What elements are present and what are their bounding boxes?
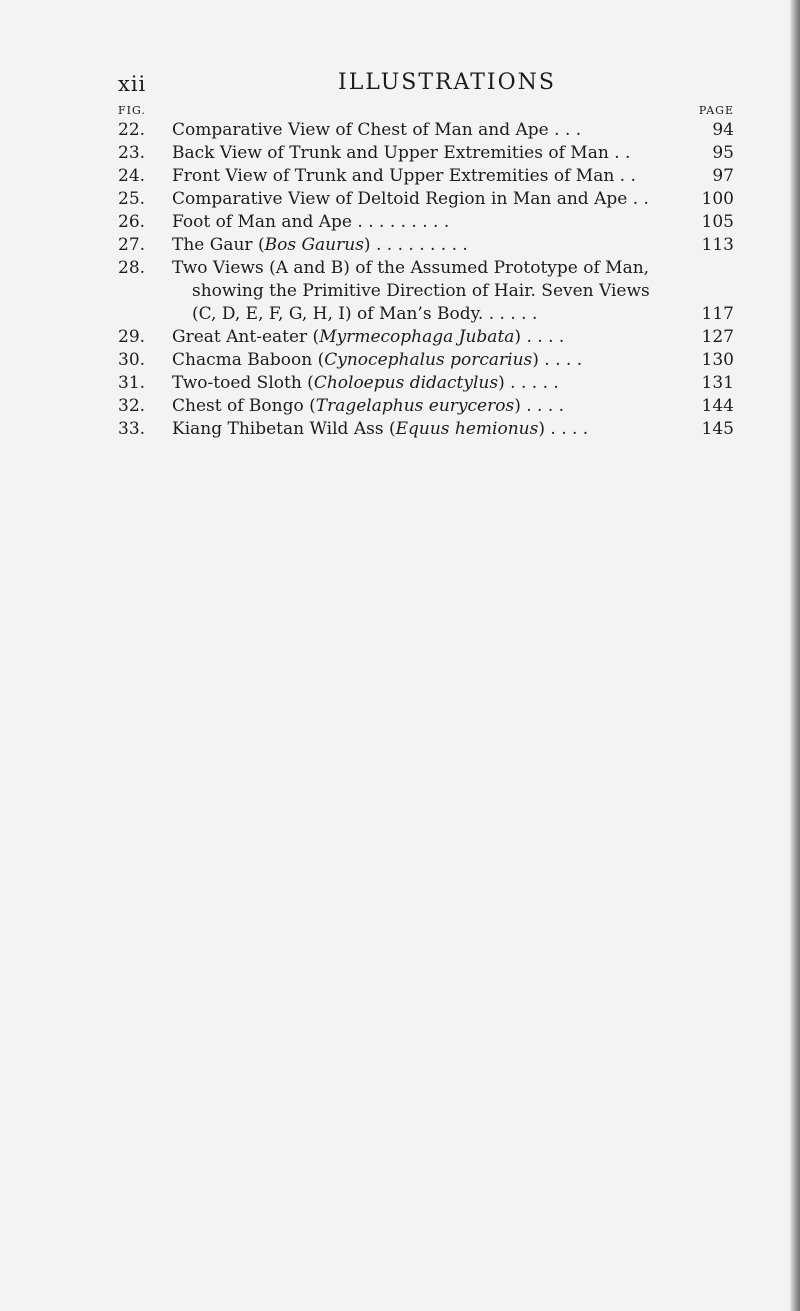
page-reference: 105 bbox=[701, 212, 734, 232]
list-item bbox=[118, 372, 738, 395]
figure-caption-line: showing the Primitive Direction of Hair. Seven Views bbox=[192, 281, 650, 301]
page-reference: 100 bbox=[701, 189, 734, 209]
species-name: Bos Gaurus bbox=[264, 235, 364, 255]
list-item bbox=[118, 326, 738, 349]
page-number: xii bbox=[118, 72, 147, 96]
figure-caption: Comparative View of Deltoid Region in Man and Ape . . bbox=[172, 189, 649, 209]
figure-number: 25. bbox=[118, 189, 146, 209]
page-reference: 113 bbox=[701, 235, 734, 255]
running-header bbox=[118, 68, 738, 98]
list-item bbox=[118, 211, 738, 234]
figure-number: 30. bbox=[118, 350, 146, 370]
page-column-label: PAGE bbox=[698, 104, 734, 117]
figure-caption: Great Ant-eater (Myrmecophaga Jubata) . . . . bbox=[172, 327, 565, 347]
page-reference: 145 bbox=[701, 419, 734, 439]
figure-caption: Foot of Man and Ape . . . . . . . . . bbox=[172, 212, 450, 232]
illustrations-list bbox=[118, 119, 738, 441]
figure-caption-line: Two Views (A and B) of the Assumed Prototype of Man, bbox=[172, 258, 650, 278]
figure-caption: Chest of Bongo (Tragelaphus euryceros) . . . . bbox=[172, 396, 565, 416]
page-reference: 117 bbox=[701, 304, 734, 324]
figure-caption: Two-toed Sloth (Choloepus didactylus) . . . . . bbox=[172, 373, 559, 393]
page-reference: 130 bbox=[701, 350, 734, 370]
figure-number: 23. bbox=[118, 143, 146, 163]
list-item bbox=[118, 257, 738, 326]
figure-number: 27. bbox=[118, 235, 146, 255]
fig-column-label: FIG. bbox=[118, 104, 146, 117]
list-item bbox=[118, 142, 738, 165]
page-reference: 131 bbox=[701, 373, 734, 393]
figure-number: 29. bbox=[118, 327, 146, 347]
figure-number: 32. bbox=[118, 396, 146, 416]
list-item bbox=[118, 418, 738, 441]
species-name: Tragelaphus euryceros bbox=[315, 396, 515, 416]
figure-number: 33. bbox=[118, 419, 146, 439]
figure-number: 28. bbox=[118, 258, 146, 278]
figure-caption: Kiang Thibetan Wild Ass (Equus hemionus) . . . . bbox=[172, 419, 589, 439]
figure-number: 26. bbox=[118, 212, 146, 232]
page-reference: 127 bbox=[701, 327, 734, 347]
figure-caption: Chacma Baboon (Cynocephalus porcarius) . . . . bbox=[172, 350, 583, 370]
running-title: ILLUSTRATIONS bbox=[338, 70, 556, 95]
figure-caption: The Gaur (Bos Gaurus) . . . . . . . . . bbox=[172, 235, 468, 255]
species-name: Cynocephalus porcarius bbox=[324, 350, 533, 370]
figure-caption: Comparative View of Chest of Man and Ape . . . bbox=[172, 120, 582, 140]
page-reference: 94 bbox=[712, 120, 734, 140]
page-edge-shadow bbox=[790, 0, 800, 1311]
figure-number: 24. bbox=[118, 166, 146, 186]
list-item bbox=[118, 119, 738, 142]
list-item bbox=[118, 234, 738, 257]
page-reference: 97 bbox=[712, 166, 734, 186]
species-name: Myrmecophaga Jubata bbox=[319, 327, 515, 347]
figure-number: 22. bbox=[118, 120, 146, 140]
list-item bbox=[118, 395, 738, 418]
page-reference: 95 bbox=[712, 143, 734, 163]
species-name: Equus hemionus bbox=[395, 419, 539, 439]
species-name: Choloepus didactylus bbox=[313, 373, 499, 393]
page-reference: 144 bbox=[701, 396, 734, 416]
figure-caption: Front View of Trunk and Upper Extremities of Man . . bbox=[172, 166, 636, 186]
figure-caption: Back View of Trunk and Upper Extremities of Man . . bbox=[172, 143, 631, 163]
list-item bbox=[118, 188, 738, 211]
column-labels bbox=[118, 104, 738, 118]
list-item bbox=[118, 349, 738, 372]
figure-caption-line: (C, D, E, F, G, H, I) of Man’s Body. . . . . . bbox=[192, 304, 538, 324]
list-item bbox=[118, 165, 738, 188]
figure-number: 31. bbox=[118, 373, 146, 393]
